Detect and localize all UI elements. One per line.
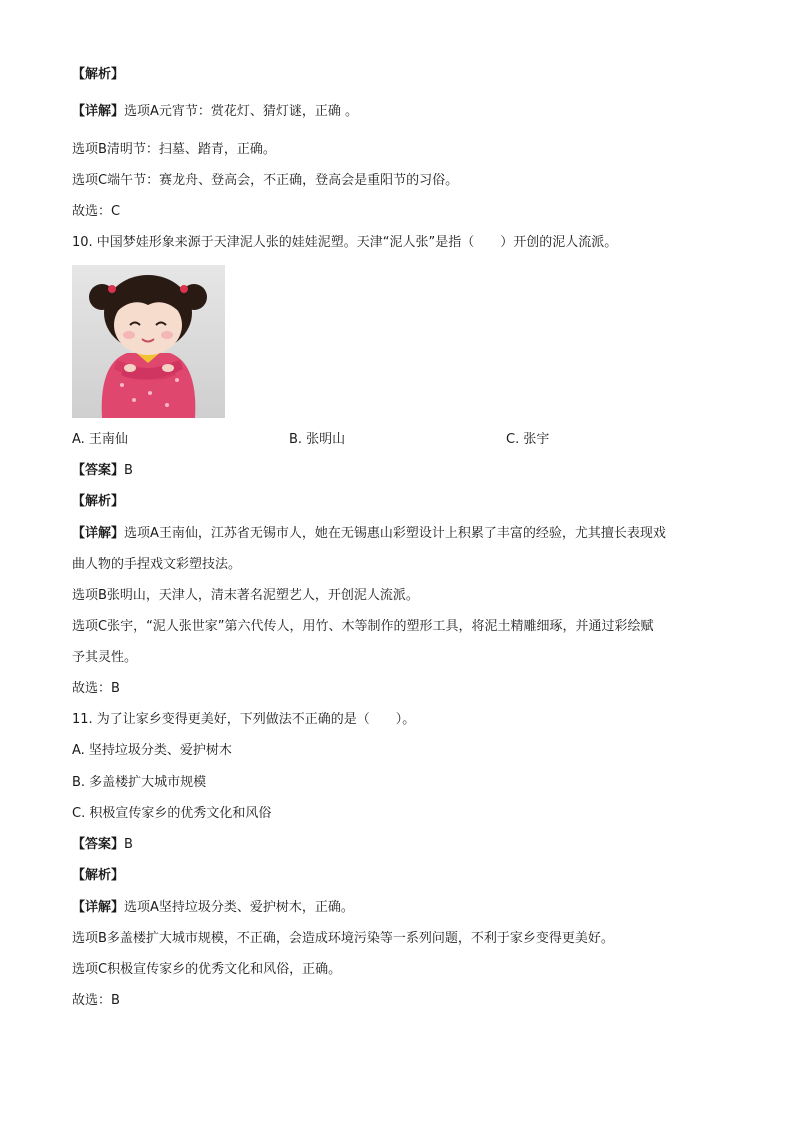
q10-option-a: A. 王南仙 [72,432,128,447]
option-b-explanation: 选项B清明节：扫墓、踏青，正确。 [72,142,276,157]
q10-option-c: C. 张宇 [506,432,550,447]
q11-option-c-explanation: 选项C积极宣传家乡的优秀文化和风俗，正确。 [72,962,342,977]
q10-option-c-explanation-1: 选项C张宇，“泥人张世家”第六代传人，用竹、木等制作的塑形工具，将泥土精雕细琢，并通过彩绘赋 [72,619,654,634]
q11-analysis-heading: 【解析】 [72,868,125,883]
detail-text: 选项A元宵节：赏花灯、猜灯谜，正确 。 [124,104,359,119]
q11-result-line: 故选：B [72,993,120,1008]
q10-analysis-heading: 【解析】 [72,494,125,509]
q11-option-c: C. 积极宣传家乡的优秀文化和风俗 [72,806,272,821]
detail-text: 选项A坚持垃圾分类、爱护树木，正确。 [124,900,354,915]
question-10-text: 10. 中国梦娃形象来源于天津泥人张的娃娃泥塑。天津“泥人张”是指（ ）开创的泥人流派。 [72,235,618,250]
detail-heading: 【详解】 [72,104,125,119]
q11-option-b-explanation: 选项B多盖楼扩大城市规模，不正确，会造成环境污染等一系列问题，不利于家乡变得更美好。 [72,931,614,946]
q10-option-b: B. 张明山 [289,432,346,447]
clay-doll-illustration [72,265,225,418]
detail-line [72,103,358,121]
detail-heading: 【详解】 [72,526,125,541]
analysis-heading: 【解析】 [72,67,125,82]
q11-detail-line [72,899,354,917]
q11-answer-line [72,836,133,854]
detail-heading: 【详解】 [72,900,125,915]
q10-detail-line-2: 曲人物的手捏戏文彩塑技法。 [72,557,242,572]
detail-text: 选项A王南仙，江苏省无锡市人，她在无锡惠山彩塑设计上积累了丰富的经验，尤其擅长表现戏 [124,526,666,541]
q10-option-b-explanation: 选项B张明山，天津人，清末著名泥塑艺人，开创泥人流派。 [72,588,419,603]
q10-answer-line [72,462,133,480]
q11-option-a: A. 坚持垃圾分类、爱护树木 [72,743,232,758]
answer-heading: 【答案】 [72,463,125,478]
answer-heading: 【答案】 [72,837,125,852]
q10-detail-line-1 [72,525,666,543]
clay-doll-image [72,265,225,418]
question-11-text: 11. 为了让家乡变得更美好，下列做法不正确的是（ ）。 [72,712,416,727]
q10-result-line: 故选：B [72,681,120,696]
answer-value: B [124,463,133,478]
answer-value: B [124,837,133,852]
option-c-explanation: 选项C端午节：赛龙舟、登高会，不正确，登高会是重阳节的习俗。 [72,173,459,188]
q11-option-b: B. 多盖楼扩大城市规模 [72,775,207,790]
q10-option-c-explanation-2: 予其灵性。 [72,650,138,665]
result-line: 故选：C [72,204,121,219]
